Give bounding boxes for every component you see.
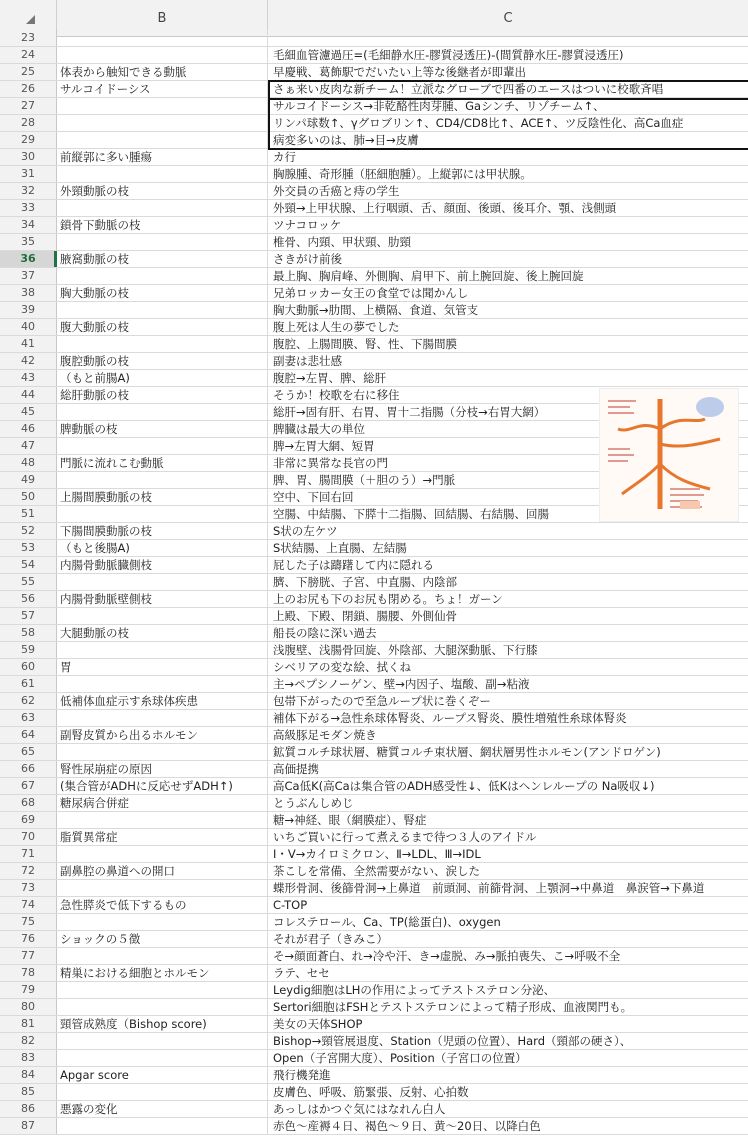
sheet-row xyxy=(0,591,748,608)
cell-b[interactable] xyxy=(57,438,268,454)
cell-b[interactable]: 腹腔動脈の枝 xyxy=(57,353,268,369)
row-number[interactable]: 69 xyxy=(0,812,57,828)
row-number[interactable]: 32 xyxy=(0,183,57,199)
cell-c[interactable]: さぁ来い皮肉な新チーム！立派なグローブで四番のエースはついに校歌斉唱 xyxy=(273,82,664,96)
row-number[interactable]: 52 xyxy=(0,523,57,539)
row-number[interactable]: 42 xyxy=(0,353,57,369)
cell-c[interactable]: Ⅰ・Ⅴ→カイロミクロン、Ⅱ→LDL、Ⅲ→IDL xyxy=(273,847,481,861)
sheet-row xyxy=(0,1067,748,1084)
sheet-row xyxy=(0,115,748,132)
row-number[interactable]: 66 xyxy=(0,761,57,777)
cell-b[interactable] xyxy=(57,880,268,896)
cell-c[interactable]: 船長の陰に深い過去 xyxy=(273,626,377,640)
cell-c[interactable]: 蝶形骨洞、後篩骨洞→上鼻道 前頭洞、前篩骨洞、上顎洞→中鼻道 鼻涙管→下鼻道 xyxy=(273,881,705,895)
cell-b[interactable]: 上腸間膜動脈の枝 xyxy=(57,489,268,505)
cell-b[interactable] xyxy=(57,234,268,250)
sheet-row xyxy=(0,1101,748,1118)
cell-c[interactable]: いちご買いに行って煮えるまで待つ３人のアイドル xyxy=(273,830,537,844)
cell-c[interactable]: ラテ、セセ xyxy=(273,966,330,980)
row-number[interactable]: 50 xyxy=(0,489,57,505)
row-number[interactable]: 44 xyxy=(0,387,57,403)
row-number[interactable]: 64 xyxy=(0,727,57,743)
cell-b[interactable] xyxy=(57,30,268,46)
cell-c[interactable]: Bishop→頸管展退度、Station（児頭の位置）、Hard（頸部の硬さ）、 xyxy=(273,1034,632,1048)
sheet-row xyxy=(0,863,748,880)
cell-b[interactable] xyxy=(57,1033,268,1049)
cell-c[interactable]: そ→顔面蒼白、れ→冷や汗、き→虚脱、み→脈拍喪失、こ→呼吸不全 xyxy=(273,949,621,963)
row-number[interactable]: 53 xyxy=(0,540,57,556)
cell-c[interactable]: 上のお尻も下のお尻も閉める。ちょ！ガーン xyxy=(273,592,503,606)
cell-b[interactable]: （もと後腸A) xyxy=(57,540,268,556)
cell-b[interactable] xyxy=(57,999,268,1015)
row-number[interactable]: 43 xyxy=(0,370,57,386)
cell-c[interactable]: 最上胸、胸肩峰、外側胸、肩甲下、前上腕回旋、後上腕回旋 xyxy=(273,269,584,283)
cell-b[interactable]: 副鼻腔の鼻道への開口 xyxy=(57,863,268,879)
row-number[interactable]: 74 xyxy=(0,897,57,913)
sheet-row xyxy=(0,370,748,387)
cell-c[interactable]: 屁した子は躊躇して内に隠れる xyxy=(273,558,434,572)
cell-c[interactable]: ツナコロッケ xyxy=(273,218,342,232)
cell-b[interactable]: Apgar score xyxy=(57,1067,268,1083)
row-number[interactable]: 26 xyxy=(0,81,57,97)
cell-c[interactable]: リンパ球数↑、γグロブリン↑、CD4/CD8比↑、ACE↑、ツ反陰性化、高Ca血症 xyxy=(273,116,684,130)
row-number[interactable]: 85 xyxy=(0,1084,57,1100)
cell-c[interactable]: 赤色～産褥４日、褐色～９日、黄～20日、以降白色 xyxy=(273,1119,541,1133)
row-number[interactable]: 38 xyxy=(0,285,57,301)
row-number[interactable]: 61 xyxy=(0,676,57,692)
sheet-row xyxy=(0,880,748,897)
cell-c[interactable]: 毛細血管濾過圧=(毛細静水圧-膠質浸透圧)-(間質静水圧-膠質浸透圧) xyxy=(273,48,624,62)
cell-b[interactable]: 門脈に流れこむ動脈 xyxy=(57,455,268,471)
cell-b[interactable]: 脾動脈の枝 xyxy=(57,421,268,437)
sheet-row xyxy=(0,931,748,948)
sheet-row xyxy=(0,336,748,353)
row-number[interactable]: 59 xyxy=(0,642,57,658)
cell-b[interactable] xyxy=(57,710,268,726)
cell-c[interactable]: 脾、胃、腸間膜（＋胆のう）→門脈 xyxy=(273,473,456,487)
cell-c[interactable]: 外交員の舌癌と痔の学生 xyxy=(273,184,400,198)
cell-b[interactable]: 精巣における細胞とホルモン xyxy=(57,965,268,981)
cell-b[interactable] xyxy=(57,166,268,182)
cell-c[interactable]: 高Ca低K(高Caは集合管のADH感受性↓、低Kはヘンレループの Na吸収↓) xyxy=(273,779,655,793)
sheet-row xyxy=(0,64,748,81)
row-number[interactable]: 54 xyxy=(0,557,57,573)
cell-b[interactable] xyxy=(57,642,268,658)
cell-b[interactable]: 糖尿病合併症 xyxy=(57,795,268,811)
row-number[interactable]: 27 xyxy=(0,98,57,114)
sheet-row xyxy=(0,710,748,727)
cell-b[interactable]: サルコイドーシス xyxy=(57,81,268,97)
row-number[interactable]: 30 xyxy=(0,149,57,165)
sheet-row xyxy=(0,642,748,659)
sheet-rows xyxy=(0,30,748,1135)
cell-c[interactable]: それが君子（きみこ） xyxy=(273,932,388,946)
cell-b[interactable]: 大腿動脈の枝 xyxy=(57,625,268,641)
row-number[interactable]: 24 xyxy=(0,47,57,63)
sheet-row xyxy=(0,149,748,166)
sheet-row xyxy=(0,1016,748,1033)
cell-b[interactable] xyxy=(57,812,268,828)
cell-b[interactable] xyxy=(57,47,268,63)
cell-b[interactable] xyxy=(57,1084,268,1100)
sheet-row xyxy=(0,540,748,557)
sheet-row xyxy=(0,319,748,336)
sheet-row xyxy=(0,744,748,761)
row-number[interactable]: 75 xyxy=(0,914,57,930)
row-number[interactable]: 63 xyxy=(0,710,57,726)
sheet-row xyxy=(0,1050,748,1067)
sheet-row xyxy=(0,608,748,625)
sheet-row xyxy=(0,795,748,812)
row-number[interactable]: 41 xyxy=(0,336,57,352)
cell-b[interactable]: 頸管成熟度（Bishop score) xyxy=(57,1016,268,1032)
cell-b[interactable]: ショックの５徴 xyxy=(57,931,268,947)
sheet-row xyxy=(0,693,748,710)
cell-c[interactable]: 脾→左胃大網、短胃 xyxy=(273,439,375,453)
cell-b[interactable]: (集合管がADHに反応せずADH↑) xyxy=(57,778,268,794)
sheet-row xyxy=(0,1118,748,1135)
artery-diagram-svg xyxy=(600,389,738,521)
sheet-row xyxy=(0,574,748,591)
cell-b[interactable]: 鎖骨下動脈の枝 xyxy=(57,217,268,233)
cell-c[interactable]: 空中、下回右回 xyxy=(273,490,354,504)
row-number[interactable]: 45 xyxy=(0,404,57,420)
cell-b[interactable] xyxy=(57,676,268,692)
sheet-row xyxy=(0,761,748,778)
row-number[interactable]: 51 xyxy=(0,506,57,522)
sheet-row xyxy=(0,251,748,268)
cell-b[interactable]: 腎性尿崩症の原因 xyxy=(57,761,268,777)
sheet-row xyxy=(0,778,748,795)
cell-b[interactable]: 下腸間膜動脈の枝 xyxy=(57,523,268,539)
cell-c[interactable]: Open（子宮開大度）、Position（子宮口の位置） xyxy=(273,1051,527,1065)
sheet-row xyxy=(0,183,748,200)
row-number[interactable]: 40 xyxy=(0,319,57,335)
cell-c[interactable]: サルコイドーシス→非乾酪性肉芽腫、Gaシンチ、リゾチーム↑、 xyxy=(273,99,605,113)
cell-b[interactable] xyxy=(57,132,268,148)
cell-b[interactable] xyxy=(57,1050,268,1066)
row-number[interactable]: 70 xyxy=(0,829,57,845)
cell-b[interactable]: 体表から触知できる動脈 xyxy=(57,64,268,80)
cell-c[interactable]: 糖→神経、眼（網膜症）、腎症 xyxy=(273,813,427,827)
cell-c[interactable]: あっしはかつぐ気にはなれん白人 xyxy=(273,1102,446,1116)
cell-c[interactable]: Leydig細胞はLHの作用によってテストステロン分泌、 xyxy=(273,983,556,997)
cell-c[interactable]: 皮膚色、呼吸、筋緊張、反射、心拍数 xyxy=(273,1085,469,1099)
row-number[interactable]: 28 xyxy=(0,115,57,131)
sheet-row xyxy=(0,132,748,149)
cell-c[interactable]: 浅腹壁、浅腸骨回旋、外陰部、大腿深動脈、下行膝 xyxy=(273,643,538,657)
row-number[interactable]: 72 xyxy=(0,863,57,879)
row-number[interactable]: 81 xyxy=(0,1016,57,1032)
cell-c[interactable]: 腹腔→左胃、脾、総肝 xyxy=(273,371,387,385)
row-number[interactable]: 31 xyxy=(0,166,57,182)
column-header-c[interactable]: C xyxy=(268,0,748,37)
cell-c[interactable]: 胸腺腫、奇形腫（胚細胞腫）。上縦郭には甲状腺。 xyxy=(273,167,532,181)
sheet-row xyxy=(0,1084,748,1101)
cell-c[interactable]: C-TOP xyxy=(273,898,308,912)
row-number[interactable]: 60 xyxy=(0,659,57,675)
row-number[interactable]: 68 xyxy=(0,795,57,811)
cell-b[interactable]: 総肝動脈の枝 xyxy=(57,387,268,403)
cell-c[interactable]: 非常に異常な長官の門 xyxy=(273,456,388,470)
cell-c[interactable]: 包帯下がったので至急ループ状に巻くぞー xyxy=(273,694,491,708)
sheet-row xyxy=(0,999,748,1016)
sheet-row xyxy=(0,676,748,693)
cell-b[interactable] xyxy=(57,608,268,624)
row-number[interactable]: 79 xyxy=(0,982,57,998)
cell-b[interactable]: 悪露の変化 xyxy=(57,1101,268,1117)
sheet-row xyxy=(0,81,748,98)
row-number[interactable]: 87 xyxy=(0,1118,57,1134)
cell-c[interactable]: 鉱質コルチ球状層、糖質コルチ束状層、網状層男性ホルモン(アンドロゲン) xyxy=(273,745,661,759)
sheet-row xyxy=(0,285,748,302)
cell-c[interactable]: シベリアの変な絵、拭くね xyxy=(273,660,411,674)
row-number[interactable]: 23 xyxy=(0,30,57,46)
cell-c[interactable]: 美女の天体SHOP xyxy=(273,1017,363,1031)
cell-b[interactable]: 内腸骨動脈壁側枝 xyxy=(57,591,268,607)
row-number[interactable]: 83 xyxy=(0,1050,57,1066)
cell-b[interactable] xyxy=(57,98,268,114)
sheet-row xyxy=(0,727,748,744)
cell-c[interactable]: そうか！校歌を右に移住 xyxy=(273,388,400,402)
cell-c[interactable]: カ行 xyxy=(273,150,296,164)
sheet-row xyxy=(0,914,748,931)
sheet-row xyxy=(0,98,748,115)
cell-b[interactable]: 腋窩動脈の枝 xyxy=(57,251,268,267)
row-number[interactable]: 33 xyxy=(0,200,57,216)
cell-b[interactable] xyxy=(57,948,268,964)
column-header-b[interactable]: B xyxy=(57,0,268,37)
cell-b[interactable] xyxy=(57,506,268,522)
row-number[interactable]: 56 xyxy=(0,591,57,607)
cell-b[interactable] xyxy=(57,846,268,862)
sheet-row xyxy=(0,268,748,285)
cell-b[interactable] xyxy=(57,200,268,216)
cell-b[interactable] xyxy=(57,302,268,318)
cell-c[interactable]: Sertori細胞はFSHとテストステロンによって精子形成、血液関門も。 xyxy=(273,1000,633,1014)
cell-c[interactable]: 胸大動脈→肋間、上横隔、食道、気管支 xyxy=(273,303,479,317)
cell-b[interactable] xyxy=(57,914,268,930)
cell-b[interactable]: 副腎皮質から出るホルモン xyxy=(57,727,268,743)
row-number[interactable]: 78 xyxy=(0,965,57,981)
cell-b[interactable]: 腹大動脈の枝 xyxy=(57,319,268,335)
cell-c[interactable]: 兄弟ロッカー女王の食堂では聞かんし xyxy=(273,286,469,300)
cell-c[interactable]: 臍、下膀胱、子宮、中直腸、内陰部 xyxy=(273,575,457,589)
row-number[interactable]: 46 xyxy=(0,421,57,437)
sheet-row xyxy=(0,217,748,234)
row-number[interactable]: 25 xyxy=(0,64,57,80)
row-number[interactable]: 37 xyxy=(0,268,57,284)
row-number[interactable]: 82 xyxy=(0,1033,57,1049)
cell-c[interactable] xyxy=(268,30,748,46)
sheet-row xyxy=(0,523,748,540)
sheet-row xyxy=(0,812,748,829)
sheet-row xyxy=(0,30,748,47)
cell-b[interactable] xyxy=(57,982,268,998)
sheet-row xyxy=(0,659,748,676)
cell-b[interactable] xyxy=(57,404,268,420)
sheet-row xyxy=(0,897,748,914)
cell-c[interactable]: 外頸→上甲状腺、上行咽頭、舌、顔面、後頭、後耳介、顎、浅側頭 xyxy=(273,201,617,215)
row-number[interactable]: 80 xyxy=(0,999,57,1015)
sheet-row xyxy=(0,47,748,64)
cell-b[interactable]: 急性膵炎で低下するもの xyxy=(57,897,268,913)
row-number[interactable]: 55 xyxy=(0,574,57,590)
sheet-row xyxy=(0,557,748,574)
cell-c[interactable]: とうぶんしめじ xyxy=(273,796,354,810)
cell-b[interactable] xyxy=(57,268,268,284)
cell-b[interactable] xyxy=(57,115,268,131)
sheet-row xyxy=(0,982,748,999)
cell-c[interactable]: 腹腔、上腸間膜、腎、性、下腸間膜 xyxy=(273,337,457,351)
cell-c[interactable]: 早慶戦、葛飾駅でだいたい上等な後継者が即輩出 xyxy=(273,65,526,79)
cell-c[interactable]: 茶こしを常備、全然需要がない、涙した xyxy=(273,864,480,878)
cell-c[interactable]: 高級豚足モダン焼き xyxy=(273,728,377,742)
cell-c[interactable]: 病変多いのは、肺→目→皮膚 xyxy=(273,133,419,147)
cell-b[interactable] xyxy=(57,744,268,760)
sheet-row xyxy=(0,234,748,251)
cell-c[interactable]: 椎骨、内頸、甲状頸、肋頸 xyxy=(273,235,411,249)
cell-c[interactable]: 高価提携 xyxy=(273,762,319,776)
sheet-row xyxy=(0,829,748,846)
cell-c[interactable]: 総肝→固有肝、右胃、胃十二指腸（分枝→右胃大網） xyxy=(273,405,546,419)
select-all-triangle-icon xyxy=(26,15,35,24)
sheet-row xyxy=(0,302,748,319)
row-number[interactable]: 34 xyxy=(0,217,57,233)
cell-c[interactable]: さきがけ前後 xyxy=(273,252,342,266)
cell-c[interactable]: 副妻は悲壮感 xyxy=(273,354,342,368)
sheet-row xyxy=(0,200,748,217)
cell-c[interactable]: 主→ペプシノーゲン、壁→内因子、塩酸、副→粘液 xyxy=(273,677,530,691)
cell-b[interactable]: 胃 xyxy=(57,659,268,675)
row-number[interactable]: 86 xyxy=(0,1101,57,1117)
cell-b[interactable] xyxy=(57,336,268,352)
cell-c[interactable]: 脾臓は最大の単位 xyxy=(273,422,365,436)
sheet-row xyxy=(0,1033,748,1050)
row-number[interactable]: 67 xyxy=(0,778,57,794)
cell-c[interactable]: S状結腸、上直腸、左結腸 xyxy=(273,541,407,555)
cell-b[interactable]: （もと前腸A) xyxy=(57,370,268,386)
sheet-row xyxy=(0,948,748,965)
cell-c[interactable]: コレステロール、Ca、TP(総蛋白)、oxygen xyxy=(273,915,501,929)
sheet-row xyxy=(0,353,748,370)
row-number[interactable]: 49 xyxy=(0,472,57,488)
cell-c[interactable]: 空腸、中結腸、下膵十二指腸、回結腸、右結腸、回腸 xyxy=(273,507,549,521)
row-number[interactable]: 35 xyxy=(0,234,57,250)
row-number[interactable]: 36 xyxy=(0,251,57,267)
sheet-row xyxy=(0,846,748,863)
row-number[interactable]: 84 xyxy=(0,1067,57,1083)
cell-b[interactable] xyxy=(57,472,268,488)
cell-c[interactable]: S状の左ケツ xyxy=(273,524,338,538)
row-number[interactable]: 47 xyxy=(0,438,57,454)
row-number[interactable]: 73 xyxy=(0,880,57,896)
sheet-row xyxy=(0,625,748,642)
cell-b[interactable]: 内腸骨動脈臓側枝 xyxy=(57,557,268,573)
row-number[interactable]: 76 xyxy=(0,931,57,947)
cell-b[interactable] xyxy=(57,1118,268,1134)
cell-b[interactable]: 前縦郭に多い腫瘍 xyxy=(57,149,268,165)
row-number[interactable]: 57 xyxy=(0,608,57,624)
row-number[interactable]: 62 xyxy=(0,693,57,709)
row-number[interactable]: 39 xyxy=(0,302,57,318)
sheet-row xyxy=(0,166,748,183)
cell-c[interactable]: 上殿、下殿、閉鎖、腸腰、外側仙骨 xyxy=(273,609,457,623)
cell-b[interactable]: 胸大動脈の枝 xyxy=(57,285,268,301)
cell-b[interactable]: 低補体血症示す糸球体疾患 xyxy=(57,693,268,709)
cell-b[interactable] xyxy=(57,574,268,590)
cell-b[interactable]: 外頸動脈の枝 xyxy=(57,183,268,199)
row-number[interactable]: 71 xyxy=(0,846,57,862)
row-number[interactable]: 58 xyxy=(0,625,57,641)
abdominal-artery-diagram-image[interactable] xyxy=(599,388,739,522)
cell-c[interactable]: 飛行機発進 xyxy=(273,1068,331,1082)
row-number[interactable]: 65 xyxy=(0,744,57,760)
row-number[interactable]: 48 xyxy=(0,455,57,471)
sheet-row xyxy=(0,965,748,982)
cell-b[interactable]: 脂質異常症 xyxy=(57,829,268,845)
cell-c[interactable]: 補体下がる→急性糸球体腎炎、ループス腎炎、膜性増殖性糸球体腎炎 xyxy=(273,711,627,725)
row-number[interactable]: 29 xyxy=(0,132,57,148)
row-number[interactable]: 77 xyxy=(0,948,57,964)
cell-c[interactable]: 腹上死は人生の夢でした xyxy=(273,320,400,334)
